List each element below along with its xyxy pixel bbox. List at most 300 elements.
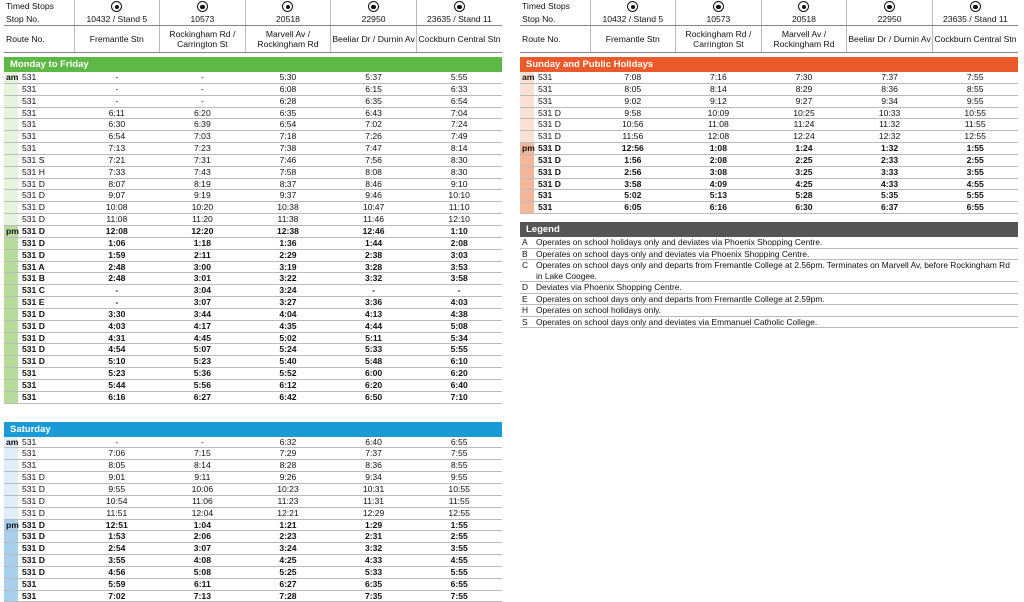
departure-time: 2:54 (74, 543, 160, 555)
timetable-row (520, 72, 1018, 83)
stop-name: Fremantle Stn (74, 26, 160, 53)
legend-item (520, 282, 1018, 294)
route-cell (520, 83, 590, 95)
departure-time: 3:30 (74, 308, 160, 320)
departure-time: 5:23 (74, 368, 160, 380)
timed-stop-icon (798, 1, 809, 12)
route-cell (520, 154, 590, 166)
departure-time: 2:25 (761, 154, 847, 166)
departure-time: 8:46 (331, 178, 417, 190)
departure-time: 9:58 (590, 107, 676, 119)
stop-name: Cockburn Central Stn (932, 26, 1018, 53)
timetable-row (4, 578, 502, 590)
timetable-row (4, 166, 502, 178)
departure-time: 5:35 (847, 190, 933, 202)
saturday-section-title: Saturday (4, 422, 502, 437)
departure-time: 8:36 (331, 460, 417, 472)
route-cell (4, 143, 74, 155)
route-cell (4, 356, 74, 368)
legend-text: Operates on school days only and deviates via Phoenix Shopping Centre. (536, 248, 810, 259)
departure-time: 12:29 (331, 507, 417, 519)
departure-time: 3:08 (676, 166, 762, 178)
timetable-row (4, 202, 502, 214)
timetable-row (4, 72, 502, 83)
timetable-row (520, 143, 1018, 155)
departure-time: 10:55 (416, 484, 502, 496)
departure-time: 2:55 (416, 531, 502, 543)
departure-time: - (74, 437, 160, 448)
route-number: 531 D (22, 202, 45, 213)
departure-time: 10:25 (761, 107, 847, 119)
departure-time: 2:29 (245, 249, 331, 261)
legend-text: Operates on school holidays only. (536, 305, 662, 316)
departure-time: 5:55 (932, 190, 1018, 202)
stop-no: 20518 (245, 13, 331, 26)
departure-time: 7:55 (932, 72, 1018, 83)
weekday-section-title: Monday to Friday (4, 57, 502, 72)
legend-text: Operates on school days only and deviates via Emmanuel Catholic College. (536, 316, 818, 327)
departure-time: 12:20 (160, 225, 246, 237)
departure-time: 3:53 (416, 261, 502, 273)
departure-time: 4:31 (74, 332, 160, 344)
route-cell (520, 202, 590, 214)
legend-item (520, 294, 1018, 306)
departure-time: 6:35 (331, 578, 417, 590)
departure-time: 9:26 (245, 472, 331, 484)
route-cell (520, 143, 590, 155)
departure-time: 10:23 (245, 484, 331, 496)
departure-time: 5:55 (416, 344, 502, 356)
departure-time: 6:42 (245, 391, 331, 403)
timetable-row (4, 332, 502, 344)
timetable-row (520, 202, 1018, 214)
departure-time: 11:08 (74, 214, 160, 226)
timetable-row (520, 131, 1018, 143)
departure-time: 2:06 (160, 531, 246, 543)
route-no-label: Route No. (4, 26, 74, 53)
period-label: am (6, 72, 19, 82)
route-number: 531 D (22, 214, 45, 225)
route-number: 531 D (538, 131, 561, 142)
route-cell (4, 95, 74, 107)
departure-time: 1:29 (331, 519, 417, 531)
departure-time: 6:15 (331, 83, 417, 95)
departure-time: 3:28 (331, 261, 417, 273)
departure-time: - (74, 83, 160, 95)
departure-time: 7:18 (245, 131, 331, 143)
route-number: 531 (538, 202, 553, 213)
departure-time: 3:58 (590, 178, 676, 190)
stops-header-table (520, 0, 1018, 53)
departure-time: 12:08 (676, 131, 762, 143)
route-number: 531 (22, 95, 37, 106)
route-number: 531 (22, 83, 37, 94)
departure-time: 6:20 (416, 368, 502, 380)
departure-time: 5:37 (331, 72, 417, 83)
legend-key: H (522, 305, 529, 316)
timetable-row (4, 507, 502, 519)
departure-time: 4:55 (416, 555, 502, 567)
timetable-row (4, 190, 502, 202)
route-number: 531 H (22, 166, 45, 177)
departure-time: 11:10 (416, 202, 502, 214)
route-number: 531 D (22, 237, 45, 248)
route-cell (4, 166, 74, 178)
departure-time: 4:44 (331, 320, 417, 332)
departure-time: 1:56 (590, 154, 676, 166)
route-cell (4, 190, 74, 202)
departure-time: 5:48 (331, 356, 417, 368)
timed-stop-icon (111, 1, 122, 12)
departure-time: 7:02 (331, 119, 417, 131)
route-cell (4, 555, 74, 567)
departure-time: 5:33 (331, 566, 417, 578)
departure-time: 1:36 (245, 237, 331, 249)
departure-time: 9:55 (416, 472, 502, 484)
departure-time: 9:55 (74, 484, 160, 496)
departure-time: - (160, 437, 246, 448)
route-number: 531 (22, 72, 37, 82)
route-number: 531 B (22, 273, 45, 284)
timetable-row (4, 460, 502, 472)
legend-items (520, 237, 1018, 328)
timetable-row (4, 261, 502, 273)
route-cell (4, 237, 74, 249)
departure-time: 12:46 (331, 225, 417, 237)
stop-name: Marvell Av / Rockingham Rd (245, 26, 331, 53)
departure-time: 6:10 (416, 356, 502, 368)
departure-time: 7:16 (676, 72, 762, 83)
departure-time: - (160, 83, 246, 95)
stop-no: 10432 / Stand 5 (590, 13, 676, 26)
departure-time: 6:11 (160, 578, 246, 590)
departure-time: 6:12 (245, 379, 331, 391)
departure-time: 6:08 (245, 83, 331, 95)
departure-time: 5:55 (416, 72, 502, 83)
timetable-row (4, 543, 502, 555)
route-number: 531 D (538, 166, 561, 177)
departure-time: 11:24 (761, 119, 847, 131)
route-number: 531 D (22, 225, 45, 236)
timetable-row (4, 472, 502, 484)
route-number: 531 (22, 391, 37, 402)
departure-time: 4:45 (160, 332, 246, 344)
route-number: 531 D (22, 484, 45, 494)
route-number: 531 D (22, 566, 45, 577)
departure-time: 4:56 (74, 566, 160, 578)
departure-time: 7:10 (416, 391, 502, 403)
departure-time: 7:24 (416, 119, 502, 131)
departure-time: 5:08 (160, 566, 246, 578)
departure-time: 3:55 (932, 166, 1018, 178)
sunday-table (520, 72, 1018, 214)
departure-time: 4:03 (74, 320, 160, 332)
departure-time: 8:30 (416, 166, 502, 178)
departure-time: 7:37 (331, 448, 417, 460)
departure-time: 11:46 (331, 214, 417, 226)
legend-key: B (522, 248, 528, 259)
stop-no: 10573 (676, 13, 762, 26)
route-cell (520, 72, 590, 83)
route-number: 531 D (538, 107, 561, 118)
departure-time: 7:35 (331, 590, 417, 602)
departure-time: 12:56 (590, 143, 676, 155)
departure-time: 8:14 (676, 83, 762, 95)
departure-time: - (74, 95, 160, 107)
timetable-row (520, 107, 1018, 119)
departure-time: 10:47 (331, 202, 417, 214)
timetable-row (4, 107, 502, 119)
departure-time: 3:24 (245, 285, 331, 297)
departure-time: 5:07 (160, 344, 246, 356)
departure-time: 3:22 (245, 273, 331, 285)
timetable-row (4, 368, 502, 380)
stop-no: 20518 (761, 13, 847, 26)
departure-time: 6:50 (331, 391, 417, 403)
route-number: 531 (538, 83, 553, 94)
route-cell (4, 495, 74, 507)
departure-time: 10:55 (932, 107, 1018, 119)
route-number: 531 (22, 143, 37, 154)
route-cell (4, 590, 74, 602)
sunday-section-title: Sunday and Public Holidays (520, 57, 1018, 72)
departure-time: 3:27 (245, 297, 331, 309)
legend-title: Legend (520, 222, 1018, 237)
departure-time: 4:25 (245, 555, 331, 567)
route-cell (4, 320, 74, 332)
departure-time: 9:11 (160, 472, 246, 484)
departure-time: 9:10 (416, 178, 502, 190)
departure-time: 8:30 (416, 154, 502, 166)
departure-time: 9:34 (847, 95, 933, 107)
departure-time: 3:32 (331, 543, 417, 555)
stop-name: Rockingham Rd / Carrington St (160, 26, 246, 53)
timed-stop-icon (282, 1, 293, 12)
departure-time: 11:55 (932, 119, 1018, 131)
route-number: 531 (538, 72, 553, 82)
departure-time: 5:25 (245, 566, 331, 578)
departure-time: 5:44 (74, 379, 160, 391)
departure-time: 11:08 (676, 119, 762, 131)
route-cell (4, 437, 74, 448)
timed-stop-icon (627, 1, 638, 12)
departure-time: 3:58 (416, 273, 502, 285)
route-cell (4, 448, 74, 460)
departure-time: 5:10 (74, 356, 160, 368)
departure-time: 3:33 (847, 166, 933, 178)
departure-time: 10:38 (245, 202, 331, 214)
departure-time: - (416, 285, 502, 297)
departure-time: 6:55 (416, 437, 502, 448)
departure-time: 7:03 (160, 131, 246, 143)
departure-time: 6:33 (416, 83, 502, 95)
departure-time: 6:30 (74, 119, 160, 131)
route-number: 531 A (22, 261, 45, 272)
departure-time: 6:00 (331, 368, 417, 380)
departure-time: 5:23 (160, 356, 246, 368)
departure-time: 12:10 (416, 214, 502, 226)
timetable-row (520, 178, 1018, 190)
departure-time: 10:54 (74, 495, 160, 507)
route-no-row (520, 26, 1018, 53)
departure-time: 4:04 (245, 308, 331, 320)
period-label: pm (6, 225, 19, 236)
departure-time: 10:06 (160, 484, 246, 496)
timed-stop-icon (970, 1, 981, 12)
timetable-row (4, 297, 502, 309)
route-cell (520, 166, 590, 178)
departure-time: 6:11 (74, 107, 160, 119)
departure-time: 5:28 (761, 190, 847, 202)
route-number: 531 (22, 131, 37, 142)
departure-time: 6:16 (676, 202, 762, 214)
timetable-row (4, 531, 502, 543)
route-number: 531 D (22, 249, 45, 260)
departure-time: - (331, 285, 417, 297)
timetable-row (4, 285, 502, 297)
departure-time: 4:54 (74, 344, 160, 356)
departure-time: 1:55 (932, 143, 1018, 155)
timetable-row (520, 166, 1018, 178)
route-cell (4, 460, 74, 472)
departure-time: 10:31 (331, 484, 417, 496)
legend-text: Operates on school days only and departs from Fremantle College at 2.59pm. (536, 293, 825, 304)
timetable-row (4, 448, 502, 460)
departure-time: 6:54 (245, 119, 331, 131)
departure-time: 1:53 (74, 531, 160, 543)
departure-time: 5:59 (74, 578, 160, 590)
route-number: 531 (22, 107, 37, 118)
departure-time: 8:14 (160, 460, 246, 472)
route-cell (4, 261, 74, 273)
departure-time: 12:51 (74, 519, 160, 531)
stop-name: Beeliar Dr / Durnin Av (847, 26, 933, 53)
departure-time: 10:20 (160, 202, 246, 214)
route-cell (4, 214, 74, 226)
timetable-row (4, 484, 502, 496)
departure-time: 4:35 (245, 320, 331, 332)
timetable-row (520, 83, 1018, 95)
departure-time: 4:25 (761, 178, 847, 190)
route-number: 531 D (538, 119, 561, 130)
route-number: 531 D (22, 308, 45, 319)
legend-item (520, 317, 1018, 329)
route-number: 531 D (22, 543, 45, 554)
departure-time: 8:55 (416, 460, 502, 472)
departure-time: 4:38 (416, 308, 502, 320)
departure-time: 9:01 (74, 472, 160, 484)
timetable-row (4, 519, 502, 531)
route-cell (4, 202, 74, 214)
departure-time: 4:03 (416, 297, 502, 309)
timetable-row (4, 344, 502, 356)
timetable-row (4, 308, 502, 320)
departure-time: 2:38 (331, 249, 417, 261)
route-number: 531 D (22, 344, 45, 355)
route-cell (4, 566, 74, 578)
departure-time: 8:29 (761, 83, 847, 95)
departure-time: 7:37 (847, 72, 933, 83)
legend-key: E (522, 293, 528, 304)
departure-time: 8:37 (245, 178, 331, 190)
timetable-row (4, 131, 502, 143)
departure-time: - (160, 95, 246, 107)
departure-time: 1:21 (245, 519, 331, 531)
departure-time: 4:17 (160, 320, 246, 332)
stop-no-label: Stop No. (4, 13, 74, 26)
departure-time: 7:26 (331, 131, 417, 143)
timetable-row (4, 320, 502, 332)
stop-no: 23635 / Stand 11 (416, 13, 502, 26)
departure-time: 12:08 (74, 225, 160, 237)
route-cell (4, 484, 74, 496)
route-number: 531 (538, 190, 553, 201)
departure-time: 11:51 (74, 507, 160, 519)
departure-time: 5:55 (416, 566, 502, 578)
timetable-row (4, 225, 502, 237)
timetable-row (4, 154, 502, 166)
route-cell (4, 531, 74, 543)
departure-time: - (74, 72, 160, 83)
departure-time: 5:11 (331, 332, 417, 344)
route-no-label: Route No. (520, 26, 590, 53)
departure-time: 10:10 (416, 190, 502, 202)
timed-stops-row (520, 0, 1018, 13)
departure-time: 3:19 (245, 261, 331, 273)
departure-time: 7:55 (416, 448, 502, 460)
departure-time: 4:13 (331, 308, 417, 320)
departure-time: 4:09 (676, 178, 762, 190)
route-cell (4, 578, 74, 590)
departure-time: 3:55 (416, 543, 502, 555)
departure-time: 1:06 (74, 237, 160, 249)
departure-time: 6:30 (761, 202, 847, 214)
departure-time: 5:02 (590, 190, 676, 202)
route-cell (4, 249, 74, 261)
stop-no: 10573 (160, 13, 246, 26)
departure-time: 7:15 (160, 448, 246, 460)
departure-time: 7:58 (245, 166, 331, 178)
departure-time: 3:04 (160, 285, 246, 297)
legend-text: Operates on school days only and departs from Fremantle College at 2.56pm. Terminates on Marvell Av, before Rockingham Rd in Lake Coogee. (536, 260, 1010, 281)
departure-time: 3:07 (160, 297, 246, 309)
route-number: 531 (22, 368, 37, 379)
route-cell (4, 519, 74, 531)
timetable-row (4, 214, 502, 226)
left-timetable-panel (4, 0, 502, 602)
departure-time: 5:08 (416, 320, 502, 332)
route-cell (520, 107, 590, 119)
departure-time: 12:38 (245, 225, 331, 237)
timetable-row (4, 555, 502, 567)
departure-time: 9:46 (331, 190, 417, 202)
departure-time: 7:13 (74, 143, 160, 155)
legend-text: Operates on school holidays only and deviates via Phoenix Shopping Centre. (536, 237, 823, 248)
route-cell (4, 83, 74, 95)
route-cell (4, 131, 74, 143)
departure-time: 2:56 (590, 166, 676, 178)
route-number: 531 D (22, 519, 45, 530)
departure-time: 2:48 (74, 273, 160, 285)
departure-time: 5:36 (160, 368, 246, 380)
departure-time: 7:29 (245, 448, 331, 460)
departure-time: 8:19 (160, 178, 246, 190)
route-cell (4, 154, 74, 166)
departure-time: 12:21 (245, 507, 331, 519)
departure-time: 8:14 (416, 143, 502, 155)
timetable-row (4, 437, 502, 448)
departure-time: 5:33 (331, 344, 417, 356)
